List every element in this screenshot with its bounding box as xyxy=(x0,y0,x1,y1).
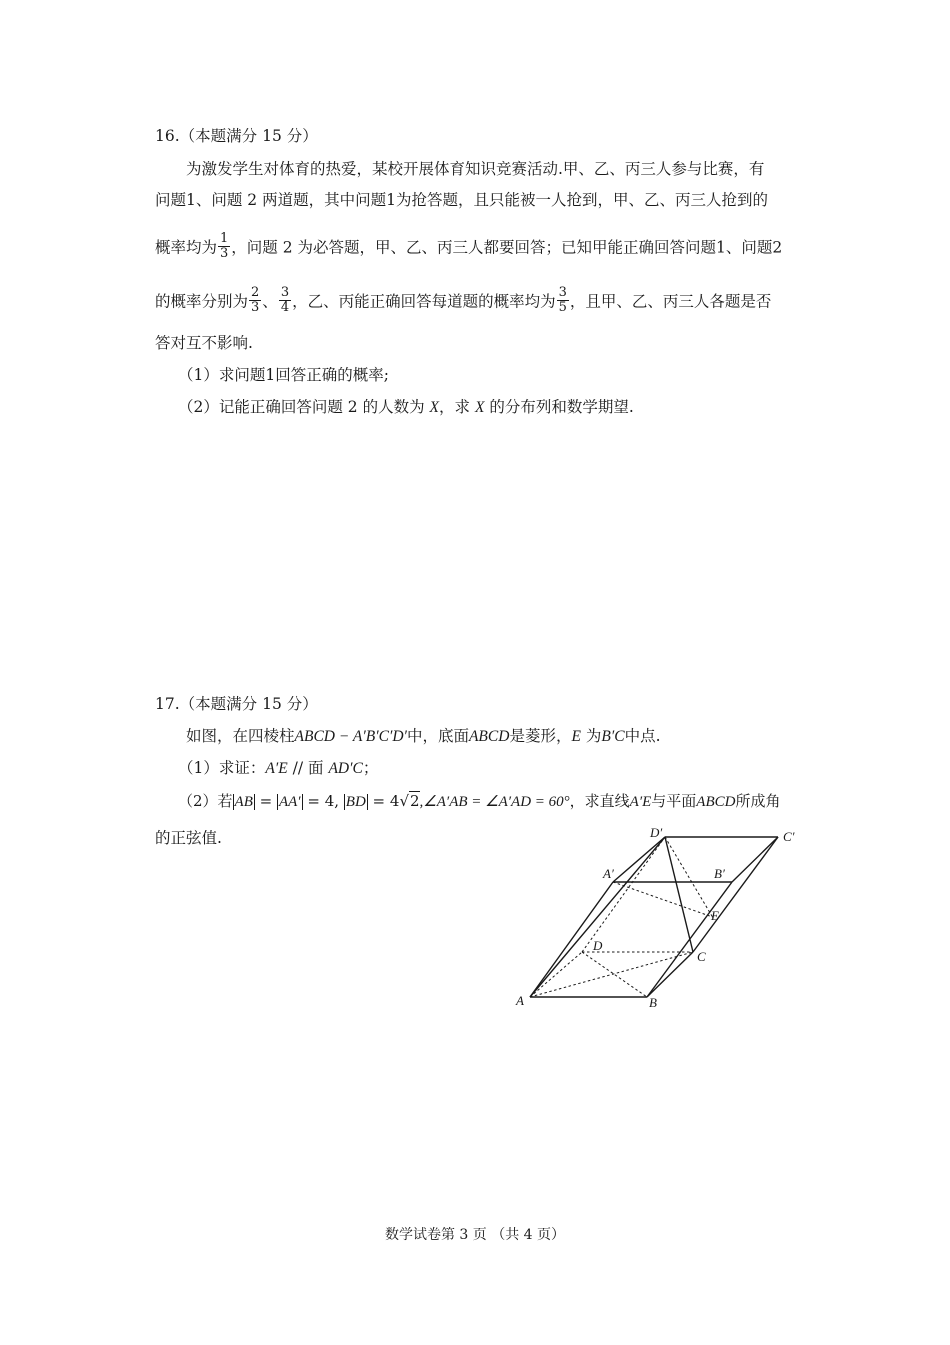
page-footer: 数学试卷第 3 页 （共 4 页） xyxy=(384,1227,566,1243)
q17-line1-end: 中点. xyxy=(624,727,661,745)
label-b: B xyxy=(649,995,657,1010)
fraction-two-thirds: $\frac{2}{3}$ xyxy=(251,285,260,315)
q17-part1-end: ； xyxy=(362,759,379,777)
base-name: ABCD xyxy=(468,728,510,745)
line-ae-2: A′E xyxy=(629,794,652,810)
q16-text-line3 xyxy=(155,231,783,263)
q17-part2-end: 所成角 xyxy=(735,792,781,810)
abs-aa: AA′ xyxy=(278,794,301,810)
fraction-one-third: $\frac{1}{3}$ xyxy=(220,231,229,261)
label-b1: B′ xyxy=(714,866,725,881)
q16-text-line5: 答对互不影响. xyxy=(155,334,253,352)
q16-part2 xyxy=(178,397,634,418)
q16-line4-end: ，且甲、乙、丙三人各题是否 xyxy=(569,292,772,311)
q17-part1-middle: // 面 xyxy=(287,759,329,777)
variable-x: X xyxy=(474,399,485,416)
q17-part1 xyxy=(178,758,378,779)
line-a1e-hidden xyxy=(613,882,713,917)
diag-ac-hidden xyxy=(530,952,693,997)
point-e: E xyxy=(571,728,581,745)
sqrt-icon: √ xyxy=(399,792,409,810)
equals: = xyxy=(254,792,277,810)
q16-part2-start: （2）记能正确回答问题 2 的人数为 xyxy=(178,398,425,416)
plane-adc: AD′C xyxy=(328,760,363,777)
q17-text-line1 xyxy=(186,726,661,747)
segment-bc: B′C xyxy=(601,728,625,745)
sqrt-two: 2 xyxy=(410,792,420,810)
plane-abcd: ABCD xyxy=(696,794,736,810)
variable-x: X xyxy=(429,399,439,416)
separator: 、 xyxy=(262,292,278,311)
line-d1e-hidden xyxy=(665,837,713,917)
diag-db-hidden xyxy=(582,952,647,997)
q16-line3-start: 概率均为 xyxy=(155,238,218,257)
equals-four: = 4, xyxy=(302,792,344,810)
label-e: E xyxy=(711,908,719,923)
angle-condition: ,∠A′AB = ∠A′AD = 60° xyxy=(419,794,570,810)
edge-a1d1 xyxy=(613,837,665,882)
q16-part2-end: 的分布列和数学期望. xyxy=(489,398,634,416)
label-d: D xyxy=(593,938,603,953)
prism-name: ABCD − A′B′C′D′ xyxy=(294,728,407,745)
q17-part2-middle2: 与平面 xyxy=(651,792,697,810)
q16-line4-middle: ，乙、丙能正确回答每道题的概率均为 xyxy=(292,292,556,311)
fraction-three-quarters: $\frac{3}{4}$ xyxy=(280,285,290,315)
q17-part2 xyxy=(178,791,780,812)
label-d1: D′ xyxy=(650,825,663,840)
edge-ad1 xyxy=(530,837,665,997)
q17-text-last: 的正弦值. xyxy=(155,829,222,847)
edge-dd1-hidden xyxy=(582,837,665,952)
q17-line1-start: 如图，在四棱柱 xyxy=(186,727,295,745)
equals-four-root: = 4 xyxy=(367,792,400,810)
q16-heading: 16.（本题满分 15 分） xyxy=(155,127,318,145)
q16-text-line1: 为激发学生对体育的热爱，某校开展体育知识竞赛活动.甲、乙、丙三人参与比赛，有 xyxy=(186,160,765,178)
q16-text-line2: 问题1、问题 2 两道题，其中问题1为抢答题，且只能被一人抢到，甲、乙、丙三人抢到的 xyxy=(155,191,768,209)
label-a: A xyxy=(516,993,524,1008)
edge-d1c xyxy=(665,837,693,952)
q16-text-line4 xyxy=(155,285,772,317)
edge-b1c1 xyxy=(732,837,778,882)
edge-cc1 xyxy=(693,837,778,952)
label-c: C xyxy=(697,949,706,964)
q17-heading: 17.（本题满分 15 分） xyxy=(155,695,318,713)
q16-line4-start: 的概率分别为 xyxy=(155,292,249,311)
q16-part2-middle: ，求 xyxy=(439,398,471,416)
line-ae: A′E xyxy=(265,760,288,777)
q17-line1-part-d: 为 xyxy=(585,727,602,745)
q16-line3-end: ，问题 2 为必答题，甲、乙、丙三人都要回答；已知甲能正确回答问题1、问题2 xyxy=(231,238,783,257)
label-c1: C′ xyxy=(783,829,795,844)
prism-figure xyxy=(510,822,810,1012)
fraction-three-fifths: $\frac{3}{5}$ xyxy=(558,285,567,315)
q17-line1-part-b: 中，底面 xyxy=(406,727,469,745)
q17-part2-start: （2）若 xyxy=(178,792,233,810)
abs-bd: BD xyxy=(345,794,366,810)
label-a1: A′ xyxy=(603,866,614,881)
abs-ab: AB xyxy=(234,794,253,810)
q17-part1-start: （1）求证： xyxy=(178,759,266,777)
q16-part1: （1）求问题1回答正确的概率; xyxy=(178,366,389,384)
q17-line1-part-c: 是菱形， xyxy=(509,727,572,745)
q17-part2-middle: ，求直线 xyxy=(569,792,630,810)
